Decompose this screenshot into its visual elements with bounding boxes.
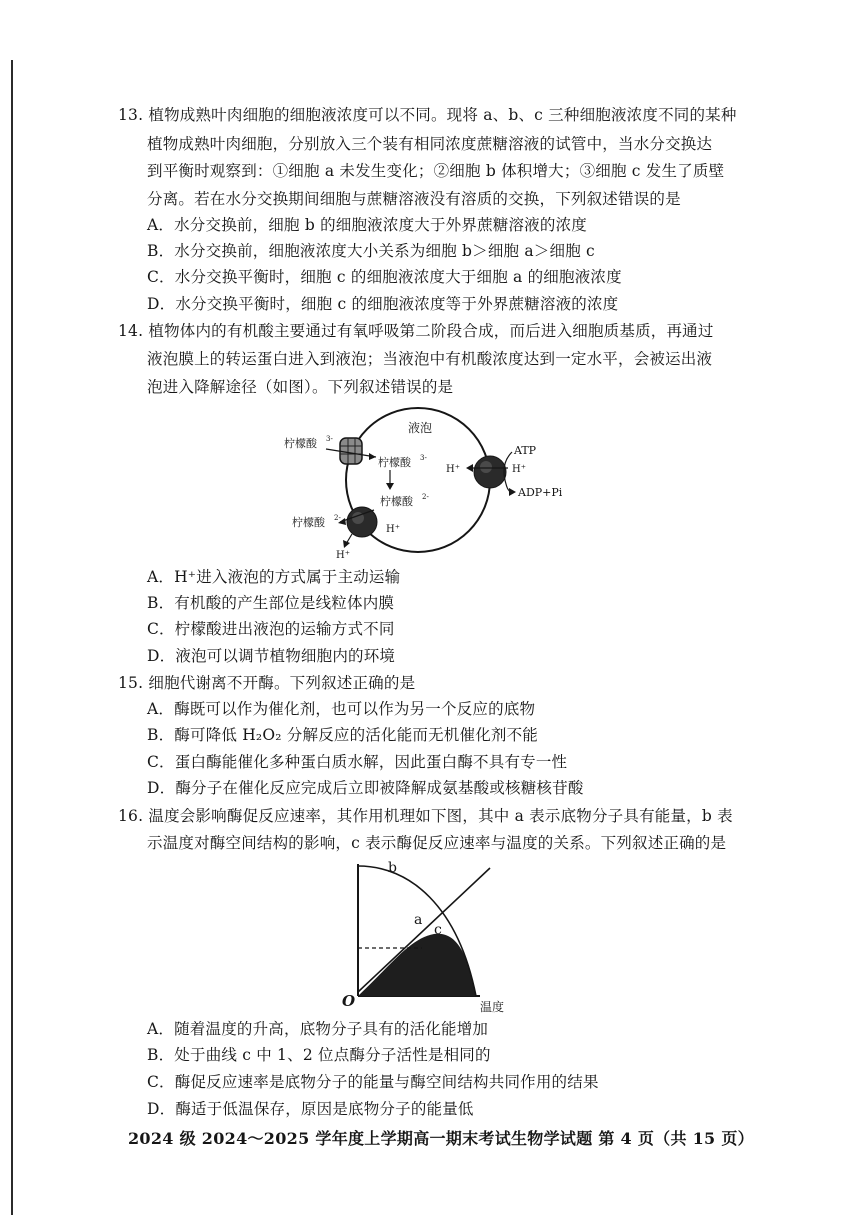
q15-stem-line-1: 15. 细胞代谢离不开酶。下列叙述正确的是 [118, 674, 416, 692]
q14-stem-line-2: 液泡膜上的转运蛋白进入到液泡；当液泡中有机酸浓度达到一定水平，会被运出液 [147, 350, 713, 368]
q16-stem-line-1: 16. 温度会影响酶促反应速率，其作用机理如下图，其中 a 表示底物分子具有能量，b 表 [118, 807, 733, 825]
x-axis-label: 温度 [480, 1000, 505, 1014]
q13-stem-line-4: 分离。若在水分交换期间细胞与蔗糖溶液没有溶质的交换，下列叙述错误的是 [147, 190, 681, 208]
q13-stem-line-1: 13. 植物成熟叶肉细胞的细胞液浓度可以不同。现将 a、b、c 三种细胞液浓度不同的某种 [118, 106, 737, 124]
h-pump-inside-label: H⁺ [446, 464, 460, 475]
q14-option-d: D．液泡可以调节植物细胞内的环境 [147, 647, 396, 665]
temperature-enzyme-diagram [330, 856, 530, 1016]
q14-option-c: C．柠檬酸进出液泡的运输方式不同 [147, 620, 395, 638]
q15-option-b: B．酶可降低 H₂O₂ 分解反应的活化能而无机催化剂不能 [147, 726, 538, 744]
proton-pump [474, 456, 506, 488]
citrate-arrow-in-head [369, 453, 376, 460]
h-arrow-out-head [343, 540, 350, 548]
citrate3-outside-label: 柠檬酸 [284, 437, 317, 450]
h-inner-label: H⁺ [386, 524, 400, 535]
h-pump-arrow-head [466, 464, 473, 472]
q16-stem-line-2: 示温度对酶空间结构的影响，c 表示酶促反应速率与温度的关系。下列叙述正确的是 [147, 834, 727, 852]
label-b: b [388, 860, 397, 876]
label-c: c [434, 922, 442, 938]
h-pump-outside-label: H⁺ [512, 464, 526, 475]
q14-stem-line-1: 14. 植物体内的有机酸主要通过有氧呼吸第二阶段合成，而后进入细胞质基质，再通过 [118, 322, 714, 340]
scan-edge-line [11, 60, 13, 1215]
citrate-conversion-arrow-head [386, 483, 394, 490]
q14-option-b: B．有机酸的产生部位是线粒体内膜 [147, 594, 395, 612]
origin-label: O [342, 992, 356, 1010]
q13-option-b: B．水分交换前，细胞液浓度大小关系为细胞 b＞细胞 a＞细胞 c [147, 242, 595, 260]
atp-hydrolysis-arrow-head [509, 488, 516, 496]
label-a: a [414, 912, 423, 928]
citrate3-inside-charge: 3- [420, 454, 427, 462]
q13-stem-line-3: 到平衡时观察到：①细胞 a 未发生变化；②细胞 b 体积增大；③细胞 c 发生了质壁 [147, 162, 725, 180]
page-footer: 2024 级 2024～2025 学年度上学期高一期末考试生物学试题 第 4 页（共 15 页） [128, 1129, 754, 1148]
atp-label: ATP [514, 444, 537, 457]
q16-option-c: C．酶促反应速率是底物分子的能量与酶空间结构共同作用的结果 [147, 1073, 599, 1091]
q13-stem-line-2: 植物成熟叶肉细胞，分别放入三个装有相同浓度蔗糖溶液的试管中，当水分交换达 [147, 135, 713, 153]
q14-option-a: A．H⁺进入液泡的方式属于主动运输 [147, 568, 401, 586]
adp-label: ADP+Pi [518, 486, 563, 499]
vacuole-label: 液泡 [408, 421, 433, 435]
pump-texture [480, 461, 492, 473]
q13-option-a: A．水分交换前，细胞 b 的细胞液浓度大于外界蔗糖溶液的浓度 [147, 216, 587, 234]
citrate2-inside-label: 柠檬酸 [380, 495, 413, 508]
q16-option-b: B．处于曲线 c 中 1、2 位点酶分子活性是相同的 [147, 1046, 491, 1064]
citrate3-inside-label: 柠檬酸 [378, 456, 411, 469]
h-bottom-label: H⁺ [336, 550, 350, 561]
curve-c-reaction-rate [358, 934, 476, 996]
q16-option-d: D．酶适于低温保存，原因是底物分子的能量低 [147, 1100, 474, 1118]
q13-option-c: C．水分交换平衡时，细胞 c 的细胞液浓度大于细胞 a 的细胞液浓度 [147, 268, 622, 286]
q15-option-c: C．蛋白酶能催化多种蛋白质水解，因此蛋白酶不具有专一性 [147, 753, 568, 771]
citrate-transporter-top [340, 438, 362, 464]
vacuole-diagram [280, 404, 570, 564]
citrate3-outside-charge: 3- [326, 435, 333, 443]
citrate2-outside-label: 柠檬酸 [292, 516, 325, 529]
q15-option-d: D．酶分子在催化反应完成后立即被降解成氨基酸或核糖核苷酸 [147, 779, 584, 797]
q15-option-a: A．酶既可以作为催化剂，也可以作为另一个反应的底物 [147, 700, 536, 718]
citrate2-inside-charge: 2- [422, 493, 429, 501]
q16-option-a: A．随着温度的升高，底物分子具有的活化能增加 [147, 1020, 489, 1038]
q14-stem-line-3: 泡进入降解途径（如图）。下列叙述错误的是 [147, 378, 454, 396]
citrate2-outside-charge: 2- [334, 514, 341, 522]
q13-option-d: D．水分交换平衡时，细胞 c 的细胞液浓度等于外界蔗糖溶液的浓度 [147, 295, 619, 313]
